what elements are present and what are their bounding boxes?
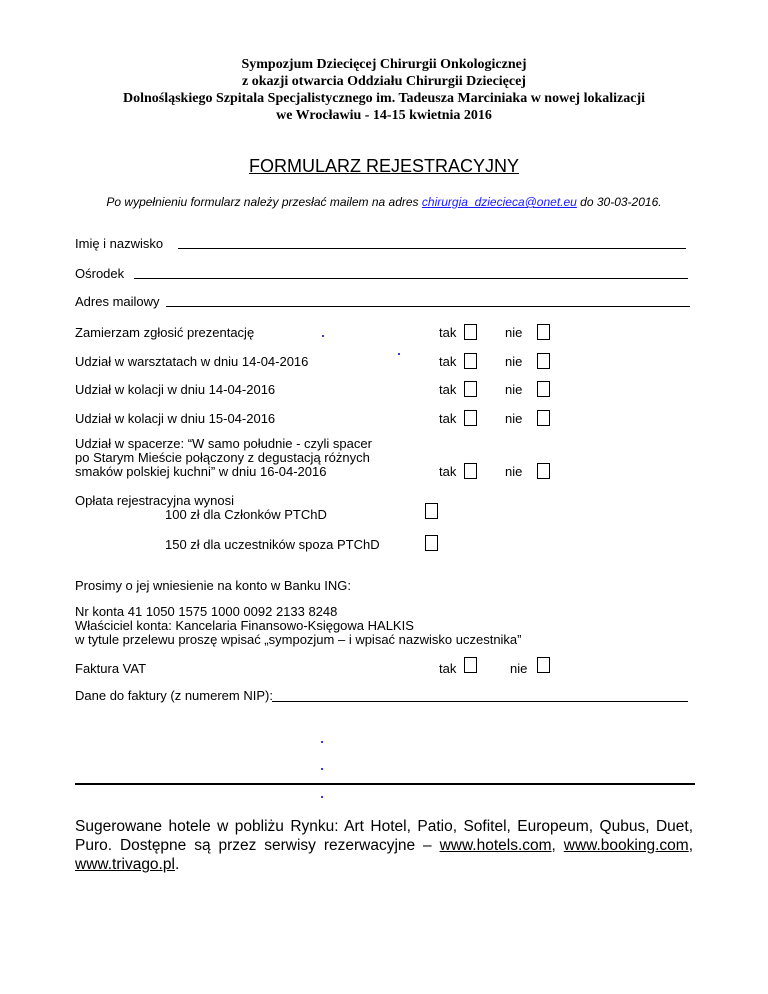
name-label: Imię i nazwisko [75,236,164,251]
question-presentation: Zamierzam zgłosić prezentację [75,325,255,340]
stray-mark [321,796,323,798]
bank-request: Prosimy o jej wniesienie na konto w Banku ING: [75,578,352,593]
hotels-separator: , [551,837,564,854]
header-line-1: Sympozjum Dziecięcej Chirurgii Onkologicznej [241,57,527,72]
yes-label: tak [439,411,457,426]
stray-mark [321,741,323,743]
section-divider [75,783,695,785]
contact-email-link[interactable]: chirurgia_dziecieca@onet.eu [421,195,577,209]
instruction-prefix: Po wypełnieniu formularz należy przesłać mailem na adres [106,195,422,209]
question-walk-line-3: smaków polskiej kuchni” w dniu 16-04-2016 [75,464,327,479]
no-label: nie [505,325,523,340]
question-dinner-14: Udział w kolacji w dniu 14-04-2016 [75,382,276,397]
email-field[interactable] [166,306,690,307]
email-label: Adres mailowy [75,294,160,309]
walk-yes-checkbox[interactable] [464,463,477,479]
hotels-com-link[interactable]: www.hotels.com [439,837,552,854]
no-label: nie [510,661,528,676]
header-line-2: z okazji otwarcia Oddziału Chirurgii Dziecięcej [242,74,526,89]
workshop-no-checkbox[interactable] [537,353,550,369]
bank-details [75,605,522,647]
dinner-15-no-checkbox[interactable] [537,410,550,426]
no-label: nie [505,354,523,369]
fee-members-label: 100 zł dla Członków PTChD [165,507,327,522]
vat-yes-checkbox[interactable] [464,657,477,673]
fee-others-checkbox[interactable] [425,535,438,551]
header-line-4: we Wrocławiu - 14-15 kwietnia 2016 [276,108,492,123]
question-walk [75,437,372,479]
hotels-separator: , [688,837,693,854]
vat-no-checkbox[interactable] [537,657,550,673]
question-workshop: Udział w warsztatach w dniu 14-04-2016 [75,354,309,369]
dinner-14-no-checkbox[interactable] [537,381,550,397]
question-dinner-15: Udział w kolacji w dniu 15-04-2016 [75,411,276,426]
invoice-data-label: Dane do faktury (z numerem NIP): [75,688,273,703]
header-line-3: Dolnośląskiego Szpitala Specjalistycznego im. Tadeusza Marciniaka w nowej lokalizacji [122,91,646,106]
trivago-link[interactable]: www.trivago.pl [75,856,175,873]
fee-members-checkbox[interactable] [425,503,438,519]
bank-transfer-title: w tytule przelewu proszę wpisać „sympozjum – i wpisać nazwisko uczestnika” [75,632,522,647]
center-label: Ośrodek [75,266,125,281]
hotels-paragraph [75,817,693,874]
fee-label: Opłata rejestracyjna wynosi [75,493,234,508]
yes-label: tak [439,464,457,479]
yes-label: tak [439,325,457,340]
yes-label: tak [439,661,457,676]
walk-no-checkbox[interactable] [537,463,550,479]
no-label: nie [505,464,523,479]
bank-owner: Właściciel konta: Kancelaria Finansowo-Księgowa HALKIS [75,618,414,633]
event-header [0,56,768,124]
presentation-no-checkbox[interactable] [537,324,550,340]
presentation-yes-checkbox[interactable] [464,324,477,340]
center-field[interactable] [134,278,688,279]
vat-label: Faktura VAT [75,661,147,676]
dinner-14-yes-checkbox[interactable] [464,381,477,397]
hotels-text: Sugerowane hotele w pobliżu Rynku: Art Hotel, Patio, Sofitel, Europeum, Qubus, Duet, Puro. Dostępne są przez serwisy rezerwacyjne – [75,818,693,854]
instruction-text [0,195,768,209]
no-label: nie [505,411,523,426]
form-title: FORMULARZ REJESTRACYJNY [248,156,520,176]
hotels-end: . [174,856,180,873]
invoice-data-field[interactable] [272,701,688,702]
question-walk-line-1: Udział w spacerze: “W samo południe - czyli spacer [75,436,372,451]
fee-others-label: 150 zł dla uczestników spoza PTChD [165,537,380,552]
stray-mark [322,335,324,337]
yes-label: tak [439,382,457,397]
workshop-yes-checkbox[interactable] [464,353,477,369]
name-field[interactable] [178,248,686,249]
no-label: nie [505,382,523,397]
question-walk-line-2: po Starym Mieście połączony z degustacją różnych [75,450,370,465]
stray-mark [321,768,323,770]
instruction-suffix: do 30-03-2016. [576,195,662,209]
booking-com-link[interactable]: www.booking.com [563,837,689,854]
bank-account: Nr konta 41 1050 1575 1000 0092 2133 8248 [75,604,338,619]
dinner-15-yes-checkbox[interactable] [464,410,477,426]
stray-mark [398,353,400,355]
yes-label: tak [439,354,457,369]
